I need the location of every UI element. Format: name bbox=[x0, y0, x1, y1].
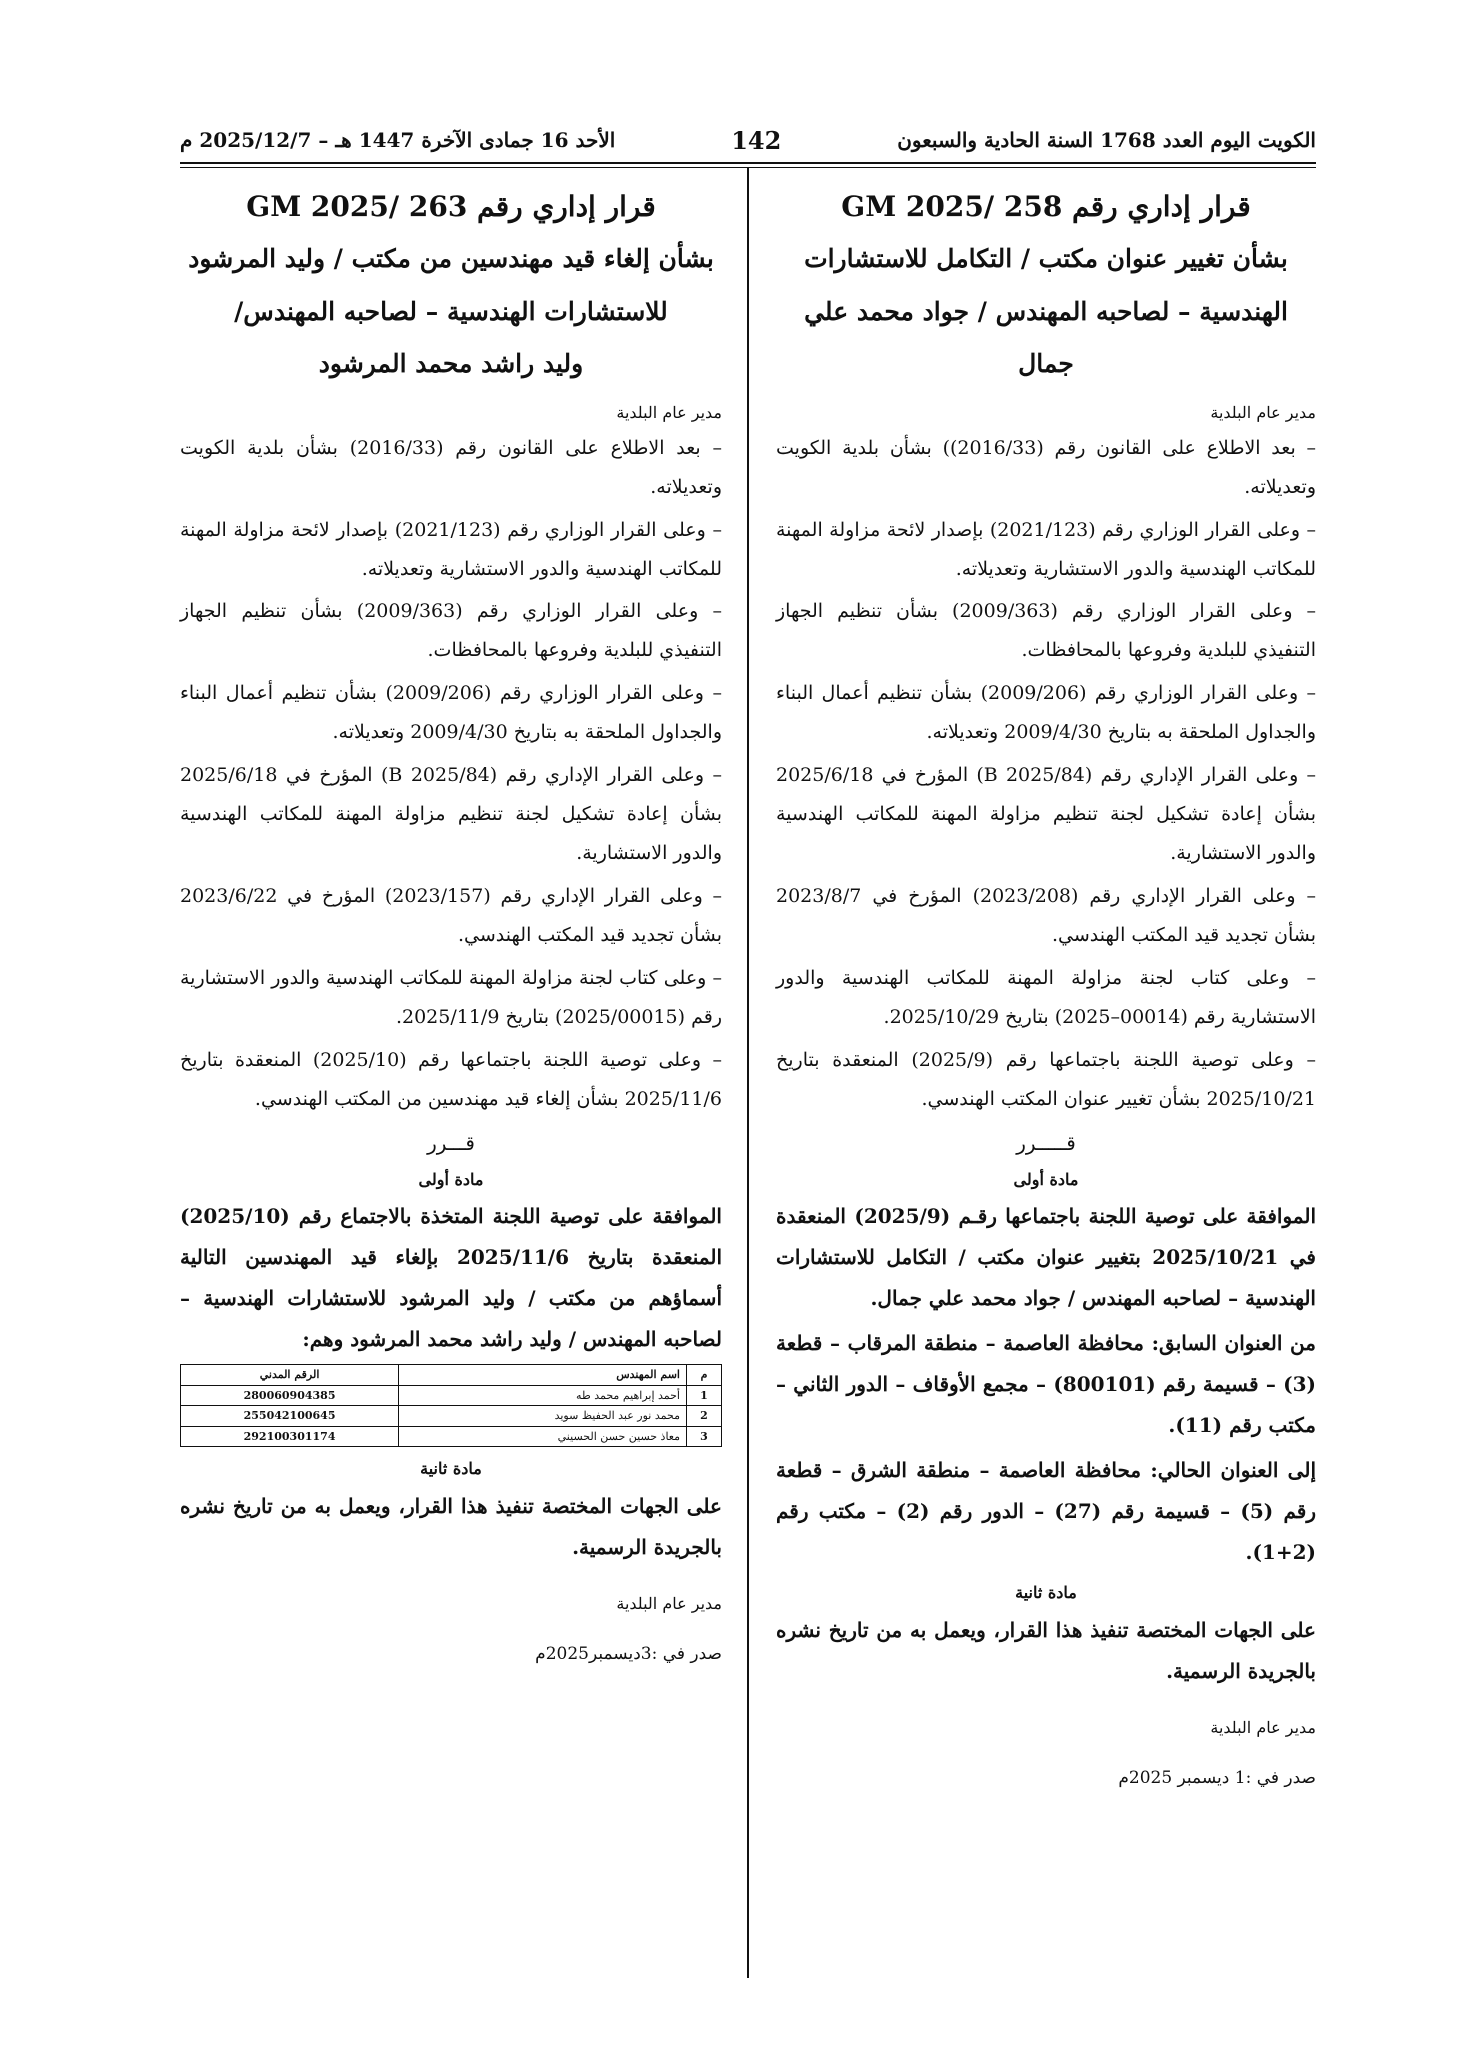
decision-subtitle: وليد راشد محمد المرشود bbox=[318, 349, 584, 379]
engineer-name: محمد نور عبد الحفيظ سويد bbox=[399, 1406, 687, 1426]
preamble-item: – وعلى القرار الوزاري رقم (2009/363) بشأن تنظيم الجهاز التنفيذي للبلدية وفروعها بالمحافظات. bbox=[776, 600, 1316, 662]
decision-subtitle: الهندسية – لصاحبه المهندس / جواد محمد علي جمال bbox=[804, 296, 1288, 379]
preamble-item: – وعلى القرار الوزاري رقم (2021/123) بإصدار لائحة مزاولة المهنة للمكاتب الهندسية والدور الاستشارية وتعديلاته. bbox=[776, 518, 1316, 580]
engineer-name: معاذ حسين حسن الحسيني bbox=[399, 1426, 687, 1446]
preamble-item: – وعلى القرار الإداري رقم (B 2025/84) المؤرخ في 2025/6/18 بشأن إعادة تشكيل لجنة تنظيم مزاولة المهنة للمكاتب الهندسية والدور الاستشارية. bbox=[180, 764, 723, 865]
article-1-text: الموافقة على توصية اللجنة المتخذة بالاجتماع رقم (2025/10) المنعقدة بتاريخ 2025/11/6 بإلغاء قيد المهندسين التالية أسماؤهم من مكتب / وليد المرشود للاستشارات الهندسية – لصاحبه المهندس / وليد راشد محمد المرشود وهم: bbox=[180, 1204, 722, 1352]
table-header-row bbox=[181, 1365, 722, 1385]
article-2-heading: مادة ثانية bbox=[420, 1458, 482, 1478]
table-header-index: م bbox=[687, 1365, 722, 1385]
article-2-text: على الجهات المختصة تنفيذ هذا القرار، ويعمل به من تاريخ نشره بالجريدة الرسمية. bbox=[180, 1493, 722, 1559]
table-header-civil-id: الرقم المدني bbox=[181, 1365, 399, 1385]
preamble-item: – بعد الاطلاع على القانون رقم (2016/33) بشأن بلدية الكويت وتعديلاته. bbox=[180, 436, 722, 498]
engineers-table bbox=[180, 1364, 722, 1447]
table-row bbox=[181, 1406, 722, 1426]
article-2-heading: مادة ثانية bbox=[1015, 1583, 1077, 1603]
decided-heading: قـــرر bbox=[427, 1130, 475, 1155]
header-rule bbox=[180, 162, 1316, 164]
table-header-name: اسم المهندس bbox=[399, 1365, 687, 1385]
header-date: الأحد 16 جمادى الآخرة 1447 هـ – 2025/12/7 م bbox=[180, 128, 616, 152]
civil-id: 280060904385 bbox=[181, 1385, 399, 1405]
article-2-text: على الجهات المختصة تنفيذ هذا القرار، ويعمل به من تاريخ نشره بالجريدة الرسمية. bbox=[776, 1618, 1316, 1684]
decision-title: قرار إداري رقم 258 /GM 2025 bbox=[841, 190, 1251, 223]
decision-subtitle: للاستشارات الهندسية – لصاحبه المهندس/ bbox=[234, 296, 668, 326]
signature: مدير عام البلدية bbox=[1210, 1718, 1316, 1738]
preamble-item: – وعلى كتاب لجنة مزاولة المهنة للمكاتب الهندسية والدور الاستشارية رقم (2025/00015) بتاريخ 2025/11/9. bbox=[180, 966, 722, 1028]
article-1-heading: مادة أولى bbox=[1013, 1169, 1079, 1189]
row-index: 1 bbox=[687, 1385, 722, 1405]
article-1-heading: مادة أولى bbox=[418, 1169, 484, 1189]
civil-id: 292100301174 bbox=[181, 1426, 399, 1446]
issuing-authority: مدير عام البلدية bbox=[1210, 402, 1316, 422]
issuing-authority: مدير عام البلدية bbox=[616, 402, 722, 422]
row-index: 3 bbox=[687, 1426, 722, 1446]
signature: مدير عام البلدية bbox=[616, 1593, 722, 1613]
new-address: إلى العنوان الحالي: محافظة العاصمة – منطقة الشرق – قطعة رقم (5) – قسيمة رقم (27) – الدور رقم (2) – مكتب رقم (2+1). bbox=[776, 1458, 1317, 1565]
engineer-name: أحمد إبراهيم محمد طه bbox=[399, 1385, 687, 1405]
column-divider bbox=[747, 168, 749, 1978]
preamble-item: – وعلى توصية اللجنة باجتماعها رقم (2025/10) المنعقدة بتاريخ 2025/11/6 بشأن إلغاء قيد مهندسين من المكتب الهندسي. bbox=[180, 1048, 722, 1110]
page-header bbox=[180, 120, 1316, 160]
table-row bbox=[181, 1426, 722, 1446]
preamble-item: – وعلى القرار الوزاري رقم (2009/363) بشأن تنظيم الجهاز التنفيذي للبلدية وفروعها بالمحافظات. bbox=[180, 600, 722, 662]
civil-id: 255042100645 bbox=[181, 1406, 399, 1426]
preamble-item: – وعلى القرار الإداري رقم (B 2025/84) المؤرخ في 2025/6/18 بشأن إعادة تشكيل لجنة تنظيم مزاولة المهنة للمكاتب الهندسية والدور الاستشارية. bbox=[776, 764, 1316, 865]
article-1-text: الموافقة على توصية اللجنة باجتماعها رقـم (2025/9) المنعقدة في 2025/10/21 بتغيير عنوان مكتب / التكامل للاستشارات الهندسية – لصاحبه المهندس / جواد محمد علي جمال. bbox=[776, 1204, 1316, 1311]
issue-date: صدر في :1 ديسمبر 2025م bbox=[1118, 1768, 1316, 1789]
header-issue: الكويت اليوم العدد 1768 السنة الحادية والسبعون bbox=[897, 128, 1316, 152]
preamble-item: – وعلى القرار الوزاري رقم (2021/123) بإصدار لائحة مزاولة المهنة للمكاتب الهندسية والدور الاستشارية وتعديلاته. bbox=[180, 518, 722, 580]
decided-heading: قـــــرر bbox=[1016, 1130, 1076, 1155]
preamble-item: – وعلى توصية اللجنة باجتماعها رقم (2025/9) المنعقدة بتاريخ 2025/10/21 بشأن تغيير عنوان المكتب الهندسي. bbox=[776, 1048, 1316, 1110]
issue-date: صدر في :3ديسمبر2025م bbox=[535, 1643, 722, 1664]
page-number: 142 bbox=[731, 125, 782, 155]
preamble-item: – وعلى القرار الإداري رقم (2023/208) المؤرخ في 2023/8/7 بشأن تجديد قيد المكتب الهندسي. bbox=[776, 885, 1316, 946]
preamble-item: – وعلى كتاب لجنة مزاولة المهنة للمكاتب الهندسية والدور الاستشارية رقم (00014–2025) بتاريخ 2025/10/29. bbox=[776, 966, 1316, 1028]
row-index: 2 bbox=[687, 1406, 722, 1426]
table-row bbox=[181, 1385, 722, 1405]
old-address: من العنوان السابق: محافظة العاصمة – منطقة المرقاب – قطعة (3) – قسيمة رقم (800101) – مجمع الأوقاف – الدور الثاني – مكتب رقم (11). bbox=[776, 1331, 1316, 1438]
preamble-item: – وعلى القرار الوزاري رقم (2009/206) بشأن تنظيم أعمال البناء والجداول الملحقة به بتاريخ 2009/4/30 وتعديلاته. bbox=[776, 682, 1317, 744]
decision-title: قرار إداري رقم 263 /GM 2025 bbox=[246, 190, 656, 223]
decision-258-column bbox=[776, 180, 1316, 1800]
decision-263-column bbox=[180, 180, 722, 1675]
preamble-item: – بعد الاطلاع على القانون رقم (2016/33)) بشأن بلدية الكويت وتعديلاته. bbox=[776, 436, 1316, 498]
preamble-item: – وعلى القرار الوزاري رقم (2009/206) بشأن تنظيم أعمال البناء والجداول الملحقة به بتاريخ 2009/4/30 وتعديلاته. bbox=[180, 682, 722, 744]
decision-subtitle: بشأن إلغاء قيد مهندسين من مكتب / وليد المرشود bbox=[188, 244, 714, 274]
decision-subtitle: بشأن تغيير عنوان مكتب / التكامل للاستشارات bbox=[804, 244, 1288, 274]
preamble-item: – وعلى القرار الإداري رقم (2023/157) المؤرخ في 2023/6/22 بشأن تجديد قيد المكتب الهندسي. bbox=[180, 885, 723, 946]
